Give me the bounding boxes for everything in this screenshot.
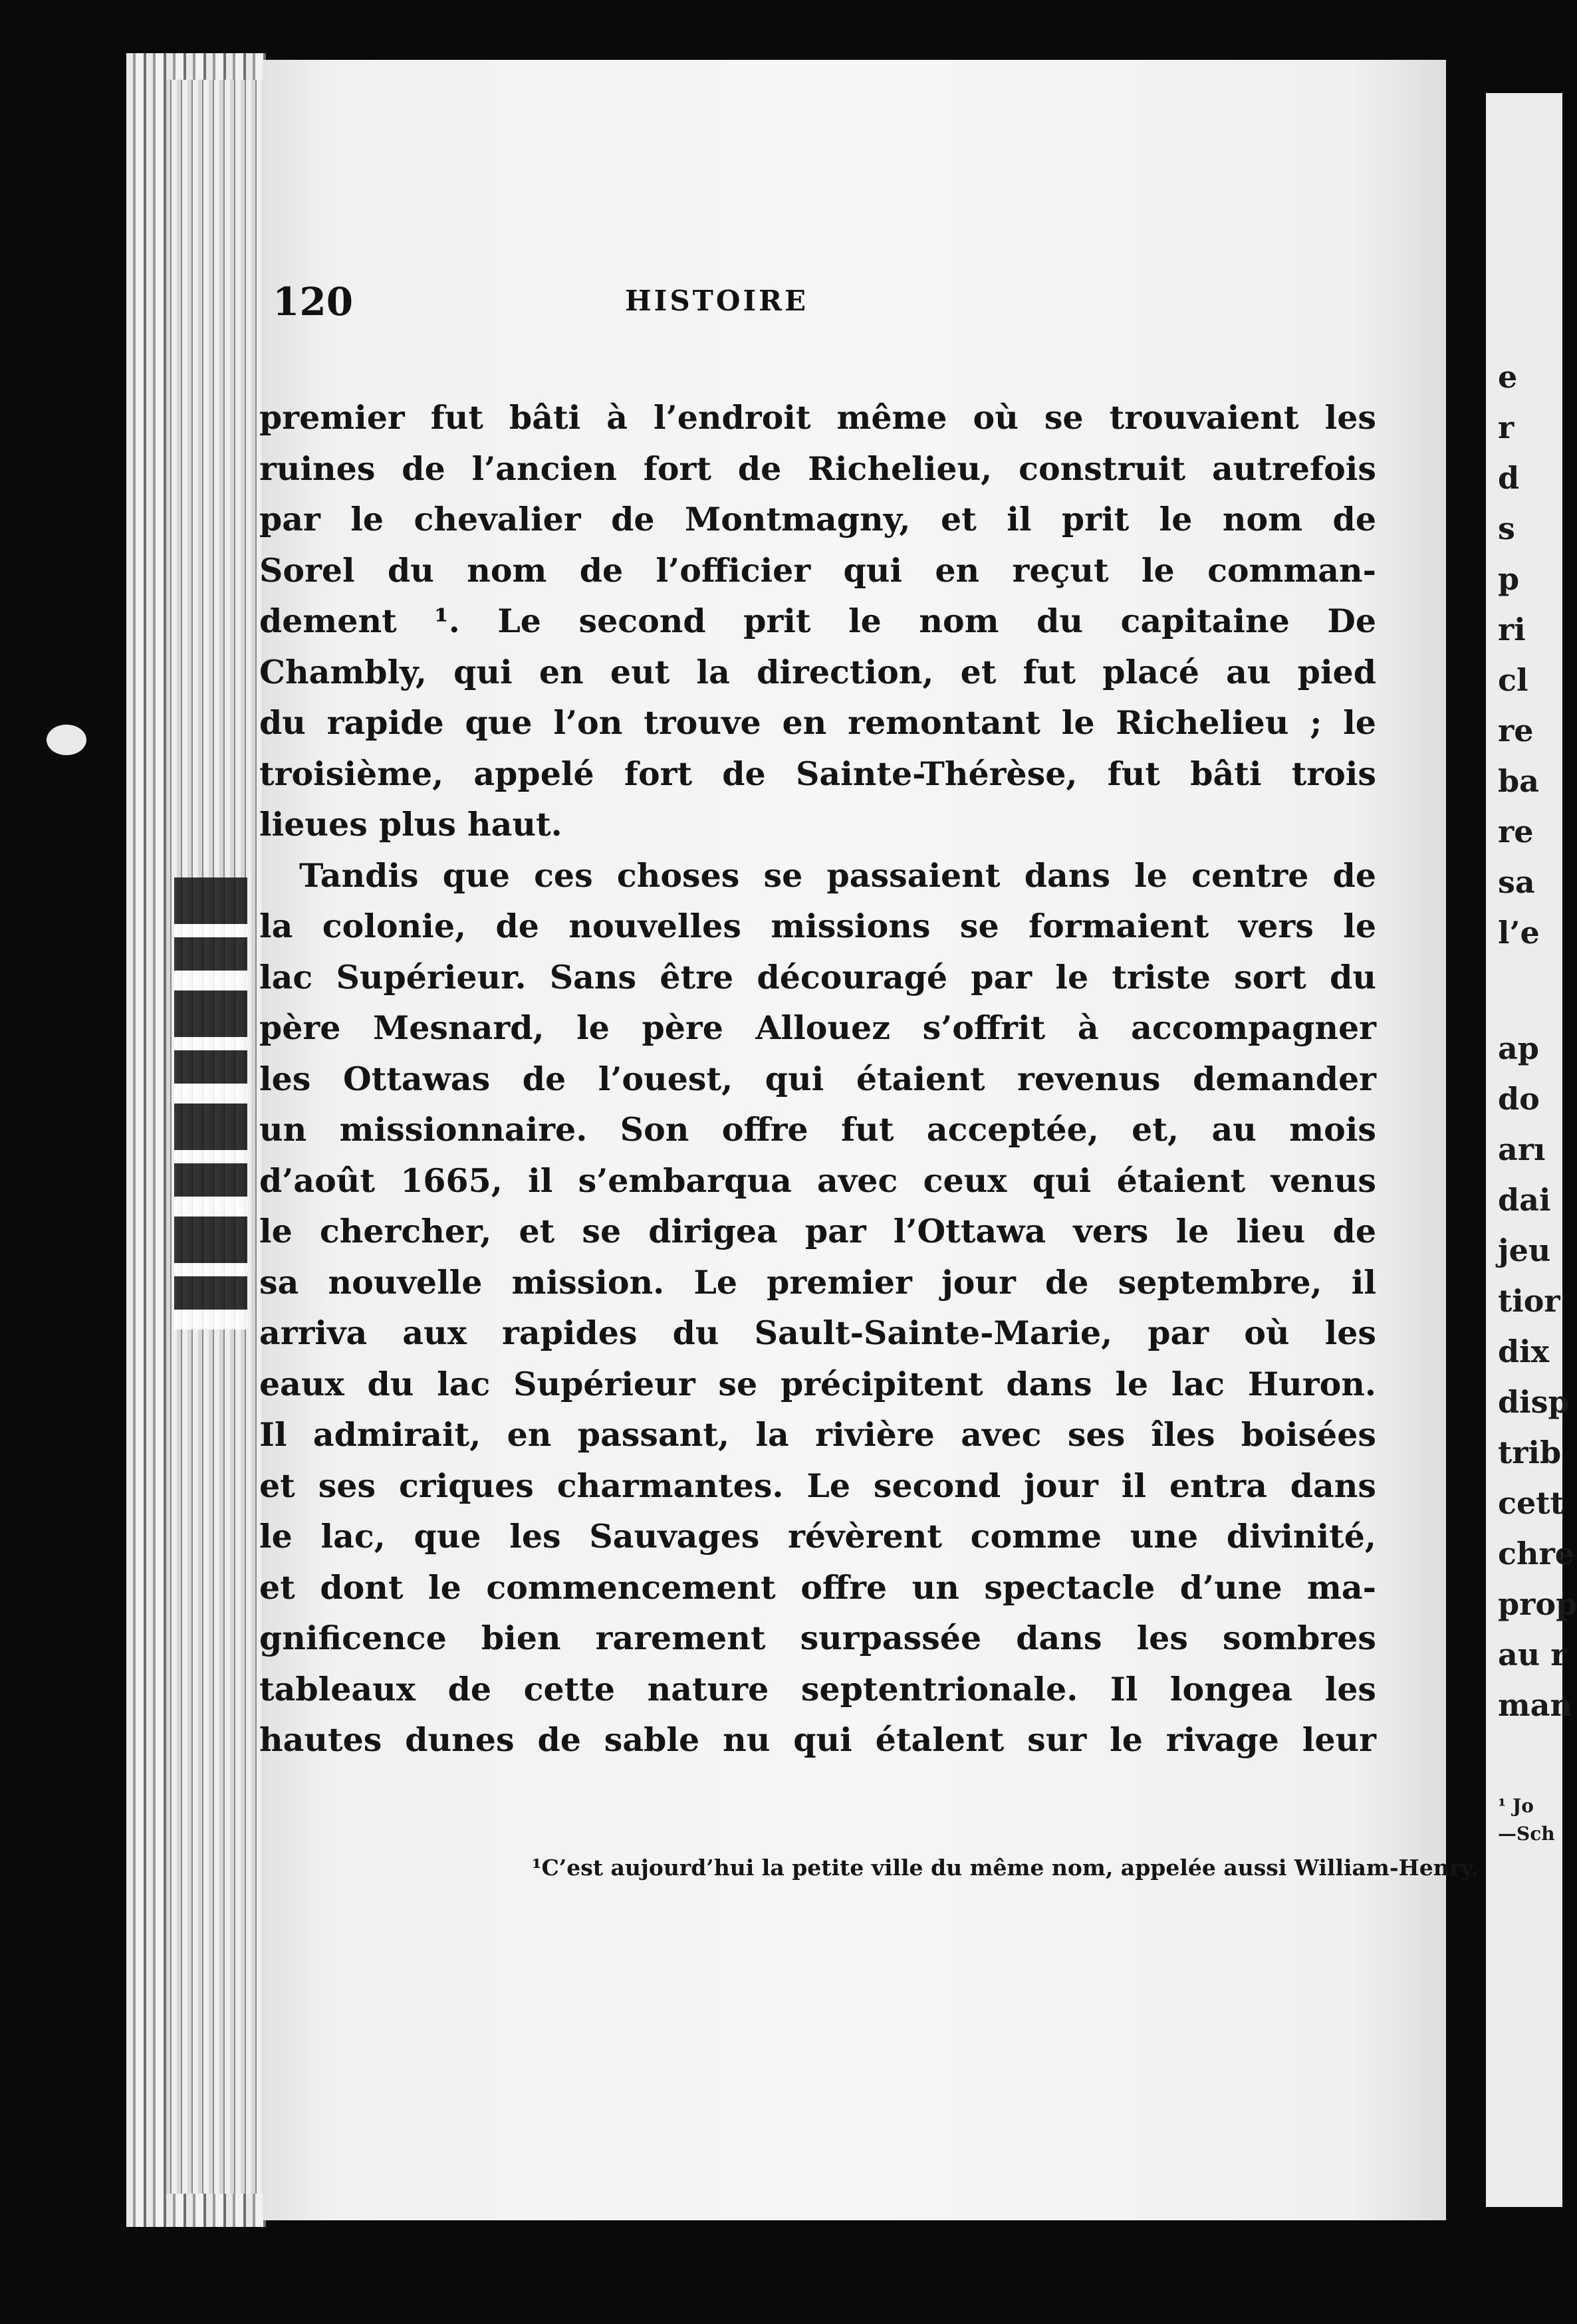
- text-line: par le chevalier de Montmagny, et il prit le nom de: [259, 500, 1376, 538]
- text-line: eaux du lac Supérieur se précipitent dans le lac Huron.: [259, 1364, 1376, 1403]
- adjacent-text-fragment: e: [1498, 359, 1518, 395]
- adjacent-text-fragment: ri: [1498, 612, 1526, 647]
- text-line: la colonie, de nouvelles missions se formaient vers le: [259, 907, 1376, 945]
- text-line: ruines de l’ancien fort de Richelieu, construit autrefois: [259, 449, 1376, 488]
- adjacent-text-fragment: dix: [1498, 1334, 1550, 1369]
- adjacent-text-fragment: p: [1498, 561, 1520, 597]
- adjacent-text-fragment: s: [1498, 511, 1515, 546]
- footnote: ¹C’est aujourd’hui la petite ville du même nom, appelée aussi William-Henry.: [532, 1855, 1479, 1881]
- text-line: lieues plus haut.: [259, 805, 562, 844]
- text-line: Il admirait, en passant, la rivière avec ses îles boisées: [259, 1415, 1376, 1454]
- text-line: gnificence bien rarement surpassée dans les sombres: [259, 1619, 1376, 1657]
- adjacent-text-fragment: disp: [1498, 1384, 1570, 1420]
- text-line: père Mesnard, le père Allouez s’offrit à accompagner: [259, 1008, 1376, 1047]
- body-text: [259, 392, 1376, 1766]
- adjacent-text-fragment: au r: [1498, 1637, 1567, 1673]
- text-line: sa nouvelle mission. Le premier jour de septembre, il: [259, 1262, 1376, 1302]
- adjacent-text-fragment: d: [1498, 460, 1520, 496]
- text-line: le chercher, et se dirigea par l’Ottawa vers le lieu de: [259, 1212, 1376, 1250]
- adjacent-text-fragment: re: [1498, 713, 1534, 749]
- text-line: tableaux de cette nature septentrionale. Il longea les: [259, 1669, 1376, 1708]
- text-line: Tandis que ces choses se passaient dans le centre de: [299, 856, 1376, 895]
- adjacent-text-fragment: ba: [1498, 763, 1539, 799]
- adjacent-text-fragment: do: [1498, 1081, 1540, 1117]
- text-line: le lac, que les Sauvages révèrent comme une divinité,: [259, 1517, 1376, 1556]
- text-line: du rapide que l’on trouve en remontant le Richelieu ; le: [259, 703, 1376, 742]
- adjacent-text-fragment: man: [1498, 1687, 1572, 1723]
- text-line: les Ottawas de l’ouest, qui étaient revenus demander: [259, 1059, 1376, 1098]
- adjacent-text-fragment: cett: [1498, 1485, 1564, 1521]
- paper-blot: [47, 725, 86, 755]
- text-line: troisième, appelé fort de Sainte-Thérèse, fut bâti trois: [259, 754, 1376, 793]
- adjacent-text-fragment: trib: [1498, 1435, 1562, 1470]
- text-line: Sorel du nom de l’officier qui en reçut le comman-: [259, 550, 1376, 590]
- adjacent-footnote-fragment: ¹ Jo: [1498, 1795, 1534, 1817]
- text-line: arriva aux rapides du Sault-Sainte-Marie, par où les: [259, 1314, 1376, 1352]
- spine-lettering: [174, 877, 247, 1330]
- adjacent-text-fragment: dai: [1498, 1182, 1551, 1218]
- book-page: [259, 60, 1479, 2220]
- adjacent-text-fragment: cl: [1498, 662, 1528, 698]
- text-line: dement ¹. Le second prit le nom du capitaine De: [259, 602, 1376, 640]
- adjacent-text-fragment: l’e: [1498, 915, 1540, 951]
- page-number: 120: [273, 279, 354, 324]
- text-line: d’août 1665, il s’embarqua avec ceux qui étaient venus: [259, 1161, 1376, 1200]
- text-line: premier fut bâti à l’endroit même où se trouvaient les: [259, 398, 1376, 437]
- text-line: et dont le commencement offre un spectacle d’une ma-: [259, 1568, 1376, 1607]
- adjacent-text-fragment: re: [1498, 814, 1534, 850]
- adjacent-footnote-fragment: —Sch: [1498, 1823, 1555, 1845]
- text-line: lac Supérieur. Sans être découragé par le triste sort du: [259, 957, 1376, 996]
- adjacent-text-fragment: r: [1498, 409, 1515, 445]
- text-line: un missionnaire. Son offre fut acceptée, et, au mois: [259, 1110, 1376, 1149]
- adjacent-text-fragment: jeu: [1498, 1232, 1551, 1268]
- adjacent-text-fragment: tior: [1498, 1283, 1560, 1319]
- adjacent-text-fragment: ap: [1498, 1030, 1539, 1066]
- text-line: et ses criques charmantes. Le second jour il entra dans: [259, 1466, 1376, 1505]
- adjacent-text-fragment: chre: [1498, 1536, 1574, 1571]
- text-line: hautes dunes de sable nu qui étalent sur le rivage leur: [259, 1720, 1376, 1759]
- adjacent-text-fragment: prop: [1498, 1586, 1577, 1622]
- running-title: HISTOIRE: [625, 285, 809, 317]
- adjacent-text-fragment: arı: [1498, 1131, 1546, 1167]
- adjacent-text-fragment: sa: [1498, 864, 1535, 900]
- running-head: [263, 279, 1446, 332]
- adjacent-page: [1486, 93, 1577, 2207]
- text-line: Chambly, qui en eut la direction, et fut placé au pied: [259, 652, 1376, 691]
